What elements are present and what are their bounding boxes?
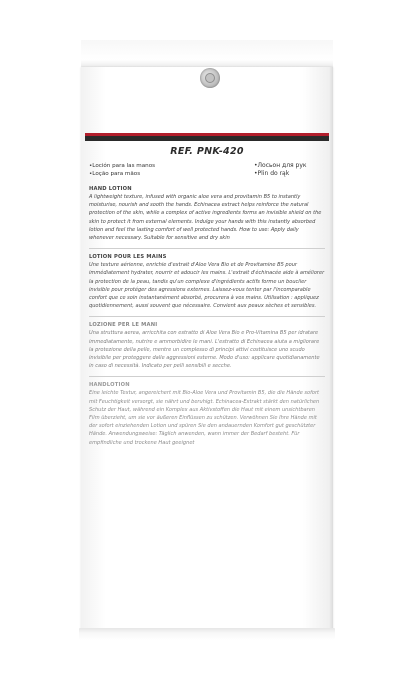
- lang-item: •Loção para mãos: [89, 171, 141, 177]
- divider: [89, 316, 325, 317]
- lang-item: •Loción para las manos: [89, 163, 156, 169]
- section-title: LOZIONE PER LE MANI: [89, 322, 158, 329]
- section-body: Eine leichte Textur, angereichert mit Bio-Aloe Vera und Provitamin B5, die die Hände sofort mit Feuchtigkeit versorgt, sie nährt und beruhigt. Echinacea-Extrakt stärkt den natürlichen Schutz der Haut, während ein Komplex aus Aktivstoffen die Haut mit einem unsichtbaren Film überzieht, um sie vor äußeren Einflüssen zu schützen. Verwöhnen Sie Ihre Hände mit der sofort einziehenden Lotion und spüren Sie den andauernden Komfort gut geschützter Hände. Anwendungsweise: Täglich anwenden, wann immer der Bedarf besteht. Für empfindliche und trockene Haut geeignet: [89, 390, 320, 446]
- box-side-edge: [329, 67, 333, 633]
- language-list: [89, 162, 325, 178]
- box-top-flap: [81, 40, 333, 68]
- brand-seal-center: [205, 73, 215, 83]
- section-french: [89, 254, 325, 310]
- section-title: HANDLOTION: [89, 382, 130, 389]
- section-body: A lightweight texture, infused with organic aloe vera and provitamin B5 to instantly moisturise, nourish and sooth the hands. Echinacea extract helps reinforce the natural protection of the skin, while a complex of active ingredients forms an invisible shield on the skin to protect it from external elements. Indulge your hands with this instantly absorbed lotion and feel the lasting comfort of well protected hands. How to use: Apply daily whenever necessary. Suitable for sensitive and dry skin: [89, 194, 322, 242]
- section-title: LOTION POUR LES MAINS: [89, 254, 167, 261]
- divider: [89, 248, 325, 249]
- product-ref: REF. PNK-420: [170, 146, 244, 157]
- lang-item: •Plin do rąk: [254, 170, 290, 177]
- section-english: [89, 186, 325, 242]
- divider: [89, 376, 325, 377]
- section-italian: [89, 322, 325, 370]
- lang-item: •Лосьон для рук: [254, 162, 307, 169]
- black-stripe: [85, 136, 329, 141]
- box-bottom-edge: [79, 628, 335, 640]
- box-label-text: [89, 146, 325, 453]
- brand-seal-icon: [200, 68, 220, 88]
- section-body: Une texture aérienne, enrichie d'extrait d'Aloe Vera Bio et de Provitamine B5 pour immédiatement hydrater, nourrir et adoucir les mains. L'extrait d'échinacée aide à améliorer la protection de la peau, tandis qu'un complexe d'ingrédients actifs forme un bouclier invisible pour protéger des agressions externes. Laissez-vous tenter par l'incomparable confort que ce soin instantanément absorbé, procurera à vos mains. Utilisation : appliquez quotidiennement, aussi souvent que nécessaire. Convient aux peaux sèches et sensibles.: [89, 262, 325, 310]
- section-german: [89, 382, 325, 446]
- section-body: Una struttura aerea, arricchita con estratto di Aloe Vera Bio e Pro-Vitamina B5 per idratare immediatamente, nutrire e ammorbidire le mani. L'estratto di Echinacea aiuta a migliorare la protezione della pelle, mentre un complesso di principi attivi costituisce uno scudo invisibile per proteggere dalle aggressioni esterne. Modo d'uso: applicare quotidianamente in caso di necessità. Indicato per pelli sensibili e secche.: [89, 330, 320, 370]
- section-title: HAND LOTION: [89, 186, 132, 192]
